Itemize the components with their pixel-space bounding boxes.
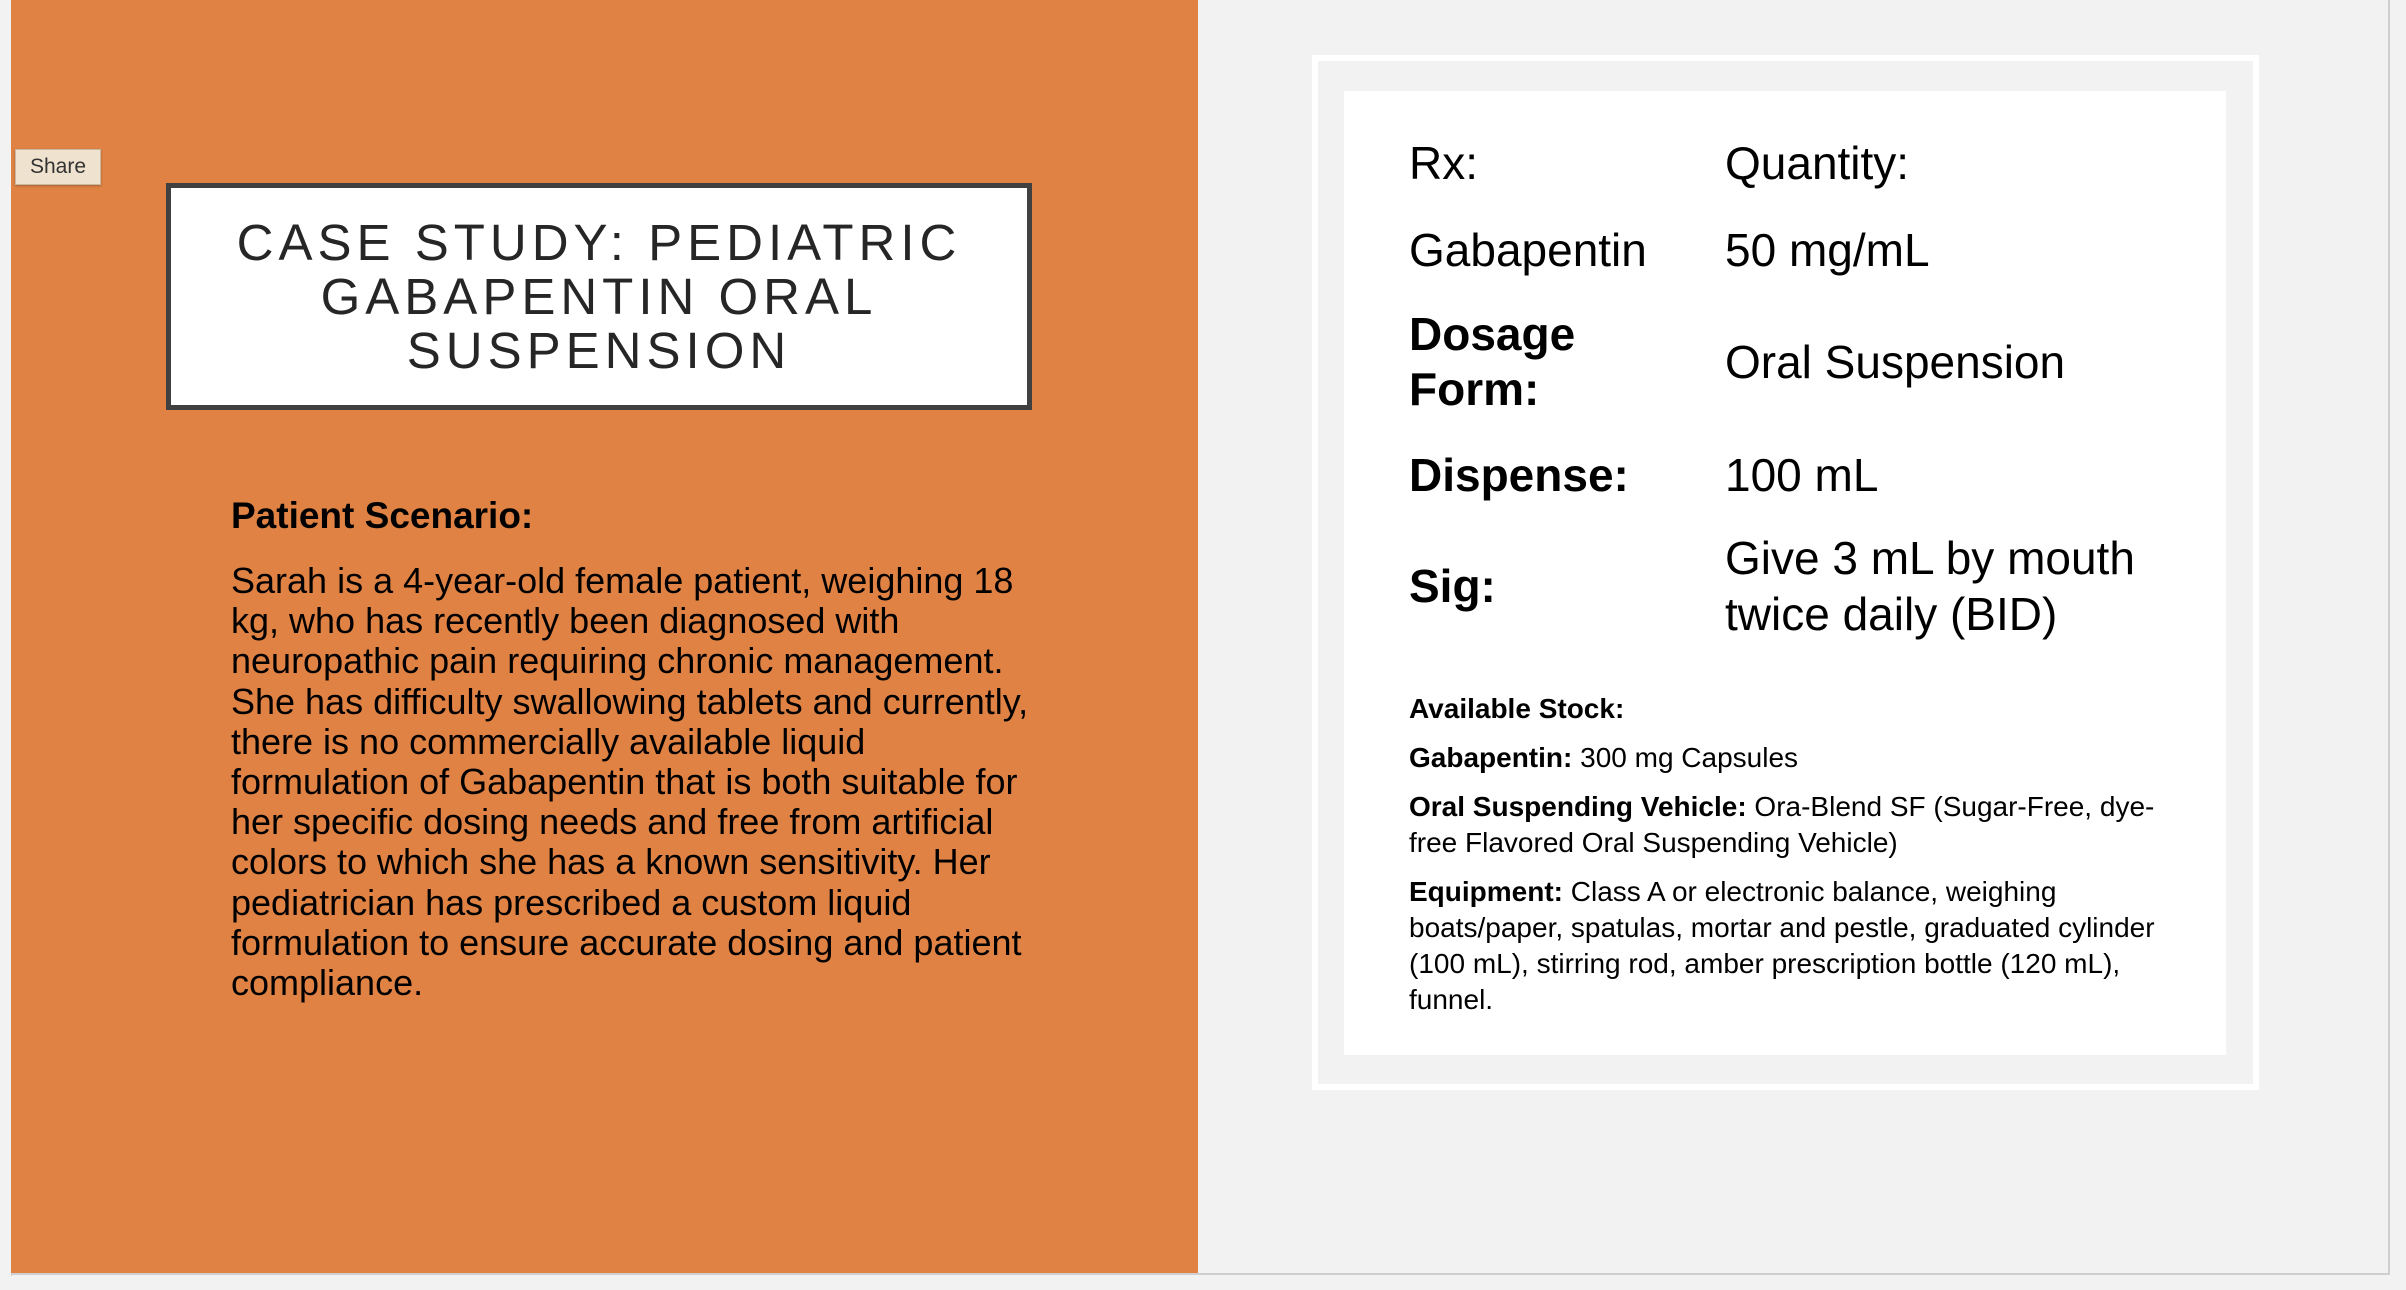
scenario-body: Sarah is a 4-year-old female patient, weighing 18 kg, who has recently been diagnosed with neuropathic pain requiring chronic management. She has difficulty swallowing tablets and currently, there is no commercially available liquid formulation of Gabapentin that is both suitable for her specific dosing needs and free from artificial colors to which she has a known sensitivity. Her pediatrician has prescribed a custom liquid formulation to ensure accurate dosing and patient compliance. xyxy=(231,560,1029,1004)
dosage-form-value: Oral Suspension xyxy=(1725,336,2066,388)
rx-row-sig xyxy=(1409,530,2189,642)
stock-equipment xyxy=(1409,874,2169,1018)
stock-equipment-value: Class A or electronic balance, weighing boats/paper, spatulas, mortar and pestle, graduated cylinder (100 mL), stirring rod, amber prescription bottle (120 mL), funnel. xyxy=(1409,876,2155,1015)
drug-name: Gabapentin xyxy=(1409,223,1647,276)
stock-equipment-label: Equipment: xyxy=(1409,876,1563,907)
stock-gabapentin-value: 300 mg Capsules xyxy=(1580,742,1799,773)
stock-vehicle xyxy=(1409,789,2169,861)
stock-heading: Available Stock: xyxy=(1409,693,1625,724)
stock-vehicle-value: Ora-Blend SF (Sugar-Free, dye-free Flavored Oral Suspending Vehicle) xyxy=(1409,791,2155,858)
dosage-form-label-text: Dosage Form: xyxy=(1409,308,1576,415)
prescription-card xyxy=(1344,91,2226,1055)
rx-row-dosage-form xyxy=(1409,307,2189,417)
orange-panel xyxy=(11,0,1198,1273)
patient-scenario xyxy=(231,495,1041,1003)
rx-row-dispense xyxy=(1409,447,2189,503)
rx-row-header xyxy=(1409,135,2189,191)
rx-label: Rx: xyxy=(1409,136,1478,189)
available-stock xyxy=(1409,691,2169,1031)
scenario-heading: Patient Scenario: xyxy=(231,495,534,536)
share-button[interactable]: Share xyxy=(15,149,101,185)
sig-value: Give 3 mL by mouth twice daily (BID) xyxy=(1725,532,2135,640)
drug-strength: 50 mg/mL xyxy=(1725,224,1930,276)
dispense-value: 100 mL xyxy=(1725,449,1879,501)
stock-gabapentin xyxy=(1409,740,2169,776)
stock-vehicle-label: Oral Suspending Vehicle: xyxy=(1409,791,1747,822)
quantity-label: Quantity: xyxy=(1725,137,1910,189)
sig-label: Sig: xyxy=(1409,559,1496,612)
dosage-form-label xyxy=(1409,307,1725,417)
slide-title: CASE STUDY: PEDIATRIC GABAPENTIN ORAL SUSPENSION xyxy=(236,213,962,379)
title-box xyxy=(166,183,1032,410)
rx-row-drug xyxy=(1409,222,2189,278)
stock-gabapentin-label: Gabapentin: xyxy=(1409,742,1573,773)
dispense-label: Dispense: xyxy=(1409,448,1629,501)
